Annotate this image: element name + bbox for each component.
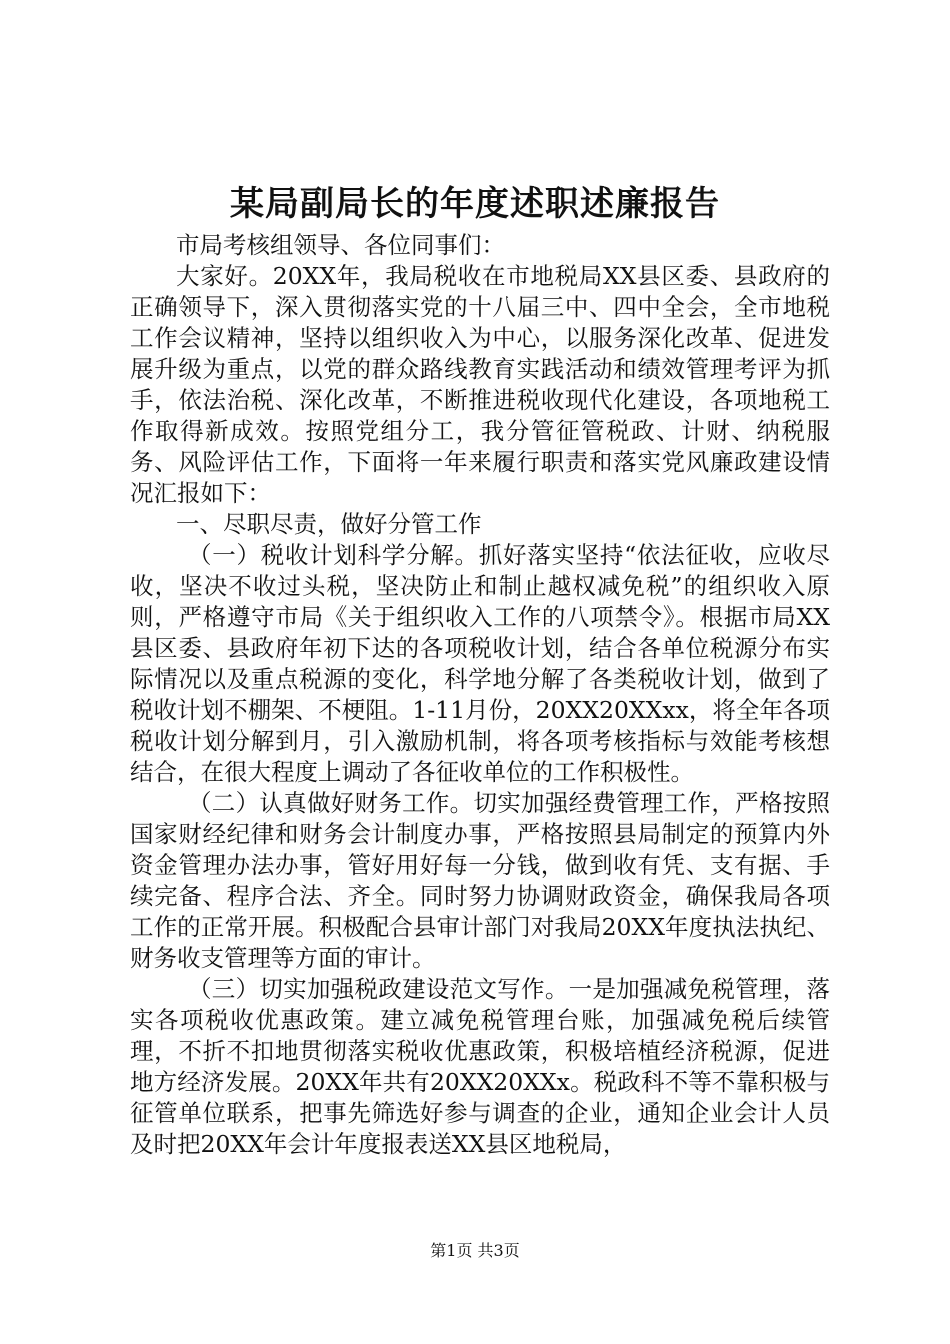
subsection-paragraph-1: （一）税收计划科学分解。抓好落实坚持“依法征收，应收尽收，坚决不收过头税，坚决防止和制止越权减免税”的组织收入原则，严格遵守市局《关于组织收入工作的八项禁令》。根据市局XX县区委、县政府年初下达的各项税收计划，结合各单位税源分布实际情况以及重点税源的变化，科学地分解了各类税收计划，做到了税收计划不棚架、不梗阻。1-11月份，20XX20XXxx，将全年各项税收计划分解到月，引入激励机制，将各项考核指标与效能考核想结合，在很大程度上调动了各征收单位的工作积极性。 [130,541,830,786]
subsection-paragraph-2: （二）认真做好财务工作。切实加强经费管理工作，严格按照国家财经纪律和财务会计制度办事，严格按照县局制定的预算内外资金管理办法办事，管好用好每一分钱，做到收有凭、支有据、手续完备、程序合法、齐全。同时努力协调财政资金，确保我局各项工作的正常开展。积极配合县审计部门对我局20XX年度执法执纪、财务收支管理等方面的审计。 [130,789,830,972]
subsection-paragraph-3: （三）切实加强税政建设范文写作。一是加强减免税管理，落实各项税收优惠政策。建立减免税管理台账，加强减免税后续管理，不折不扣地贯彻落实税收优惠政策，积极培植经济税源，促进地方经济发展。20XX年共有20XX20XXx。税政科不等不靠积极与征管单位联系，把事先筛选好参与调查的企业，通知企业会计人员及时把20XX年会计年度报表送XX县区地税局， [130,975,830,1158]
page-number-footer: 第1页 共3页 [430,1241,520,1260]
intro-paragraph: 大家好。20XX年，我局税收在市地税局XX县区委、县政府的正确领导下，深入贯彻落实党的十八届三中、四中全会，全市地税工作会议精神，坚持以组织收入为中心，以服务深化改革、促进发展升级为重点，以党的群众路线教育实践活动和绩效管理考评为抓手，依法治税、深化改革，不断推进税收现代化建设，各项地税工作取得新成效。按照党组分工，我分管征管税政、计财、纳税服务、风险评估工作，下面将一年来履行职责和落实党风廉政建设情况汇报如下： [130,262,830,507]
document-body [130,230,830,1160]
document-title: 某局副局长的年度述职述廉报告 [230,184,720,224]
section-heading-1: 一、尽职尽责，做好分管工作 [176,510,482,538]
salutation-paragraph: 市局考核组领导、各位同事们： [176,231,505,259]
